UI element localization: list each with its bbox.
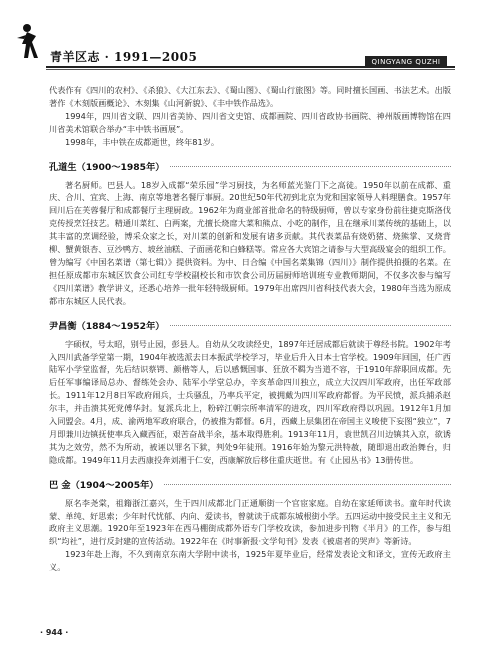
section-title: 孔道生（1900～1985年） xyxy=(49,161,165,173)
header-title: 青羊区志 · 1991—2005 xyxy=(50,50,198,64)
page-number: · 944 · xyxy=(40,628,69,637)
section-paragraph: 著名厨师。巴县人。18岁入成都“荣乐园”学习厨技，为名师蓝光鉴门下之高徒。1950年以前在成都、重庆、合川、宜宾、上海、南京等地著名餐厅事厨。20世纪50年代初到北京为党和国家领导人料理膳食。1957年回川后在芙蓉餐厅和成都餐厅主理厨政。1962年为商业部首批命名的特级厨师，曾以专家身份前往捷克斯洛伐克传授烹饪技艺。精通川菜红、白两案，尤擅长烧席大菜和熊点、小吃的制作，且在继承川菜传统的基础上，以其丰富的烹调经验，博采众家之长，对川菜的创新和发展有诸多贡献。其代表菜品有烧奶猪、烧熊掌、叉烧背柳、蟹黄银杏、豆沙鸭方、坡丝油糕、子面函花和白蜂糕等。常应各大宾馆之请参与大型高级宴会的组织工作。曾为编写《中国名菜谱（第七辑）》提供资料。为中、日合编《中国名菜集锦（四川）》制作提供拍摄的名菜。在担任原成都市东城区饮食公司红专学校副校长和市饮食公司历届厨师培训班专业教师期间，不仅多次参与编写《四川菜谱》教学讲义，还悉心培养一批年轻特级厨师。1979年出席四川省科技代表大会，1980年当选为原成都市东城区人民代表。 xyxy=(49,179,451,306)
page-content xyxy=(49,84,451,574)
section-heading xyxy=(49,318,451,332)
intro-paragraph: 1998年，丰中铁在成都逝世，终年81岁。 xyxy=(65,136,220,147)
figure-logo-icon xyxy=(12,22,42,62)
header-rule-thin xyxy=(46,69,455,70)
header-tag: QINGYANG QUZHI xyxy=(365,56,447,68)
section-paragraph: 原名李尧棠，祖籍浙江嘉兴，生于四川成都北门正通顺街一个官宦家庭。自幼在家延师读书。童年时代读蒙、单纯、好思索；少年时代忧郁、内向、爱读书，曾就读于成都东城根街小学。五四运动中接受民主主义和无政府主义思潮。1920年至1923年在西马棚街成都外语专门学校攻读，参加进步刊物《半月》的工作，参与组织“均社”，进行反封建的宣传活动。1922年在《时事新报·文学旬刊》发表《被虐者的哭声》等新诗。 xyxy=(49,497,451,547)
header-rule xyxy=(46,66,455,68)
section-paragraph: 字硕权，号太昭，别号止园，彭县人。自幼从父攻读经史，1897年迁居成都后就读于尊经书院。1902年考入四川武备学堂第一期，1904年被选派去日本振武学校学习，毕业后升入日本士官学校。1909年回国，任广西陆军小学堂监督，先后结识蔡锷、颜楷等人，后以感慨国事、狂放不羁为当道不容，于1910年辞职回成都。先后任军事编译局总办、督练处会办、陆军小学堂总办，辛亥革命四川独立，成立大汉四川军政府，出任军政部长。1911年12月8日军政府闹兵，士兵骚乱，乃率兵平定，被拥戴为四川军政府都督。为平民愤，派兵捕杀赵尔丰，并击溃其死党傅华封。复派兵北上，粉碎江朝宗所率清军的进攻，四川军政府得以巩固。1912年1月加入同盟会。4月，成、渝两地军政府联合，仍被推为都督。6月，西藏上层集团在帝国主义唆使下妄图“独立”，7月即兼川边镇抚使率兵入藏西征，艰苦奋战半余，基本取得胜利。1913年11月，袁世凯召川边镇其入京，欲诱其为之效劳，然不为所动，被诬以罪名下狱，判处9年徒刑。1916年始为黎元洪特赦，随即退出政治舞台，归隐成都。1949年11月去西康投奔刘湘于仁安，西康解放后移住重庆逝世。有《止园丛书》13册传世。 xyxy=(49,338,451,465)
page-header xyxy=(0,0,480,72)
section-heading xyxy=(49,159,451,173)
intro-paragraph: 代表作有《四川的农村》、《杀狼》、《大江东去》、《蜀山图》、《蜀山行旅图》等。同时擅长国画、书法艺术。出版著作《木刻版画概论》、木刻集《山河新貌》、《丰中铁作品选》。 xyxy=(49,85,451,108)
section-divider xyxy=(164,484,451,485)
section-title: 巴 金（1904～2005年） xyxy=(49,479,159,491)
intro-paragraph: 1994年，四川省文联、四川省美协、四川省文史馆、成都画院、四川省政协书画院、神州版画博物馆在四川省美术馆联合举办“丰中铁书画展”。 xyxy=(49,110,451,134)
section-heading xyxy=(49,477,451,491)
section-title: 尹昌衡（1884～1952年） xyxy=(49,320,165,332)
section-divider xyxy=(170,166,451,167)
section-divider xyxy=(170,325,451,326)
section-paragraph: 1923年赴上海，不久到南京东南大学附中读书，1925年夏毕业后，经常发表论文和译文，宣传无政府主义。 xyxy=(49,549,451,573)
